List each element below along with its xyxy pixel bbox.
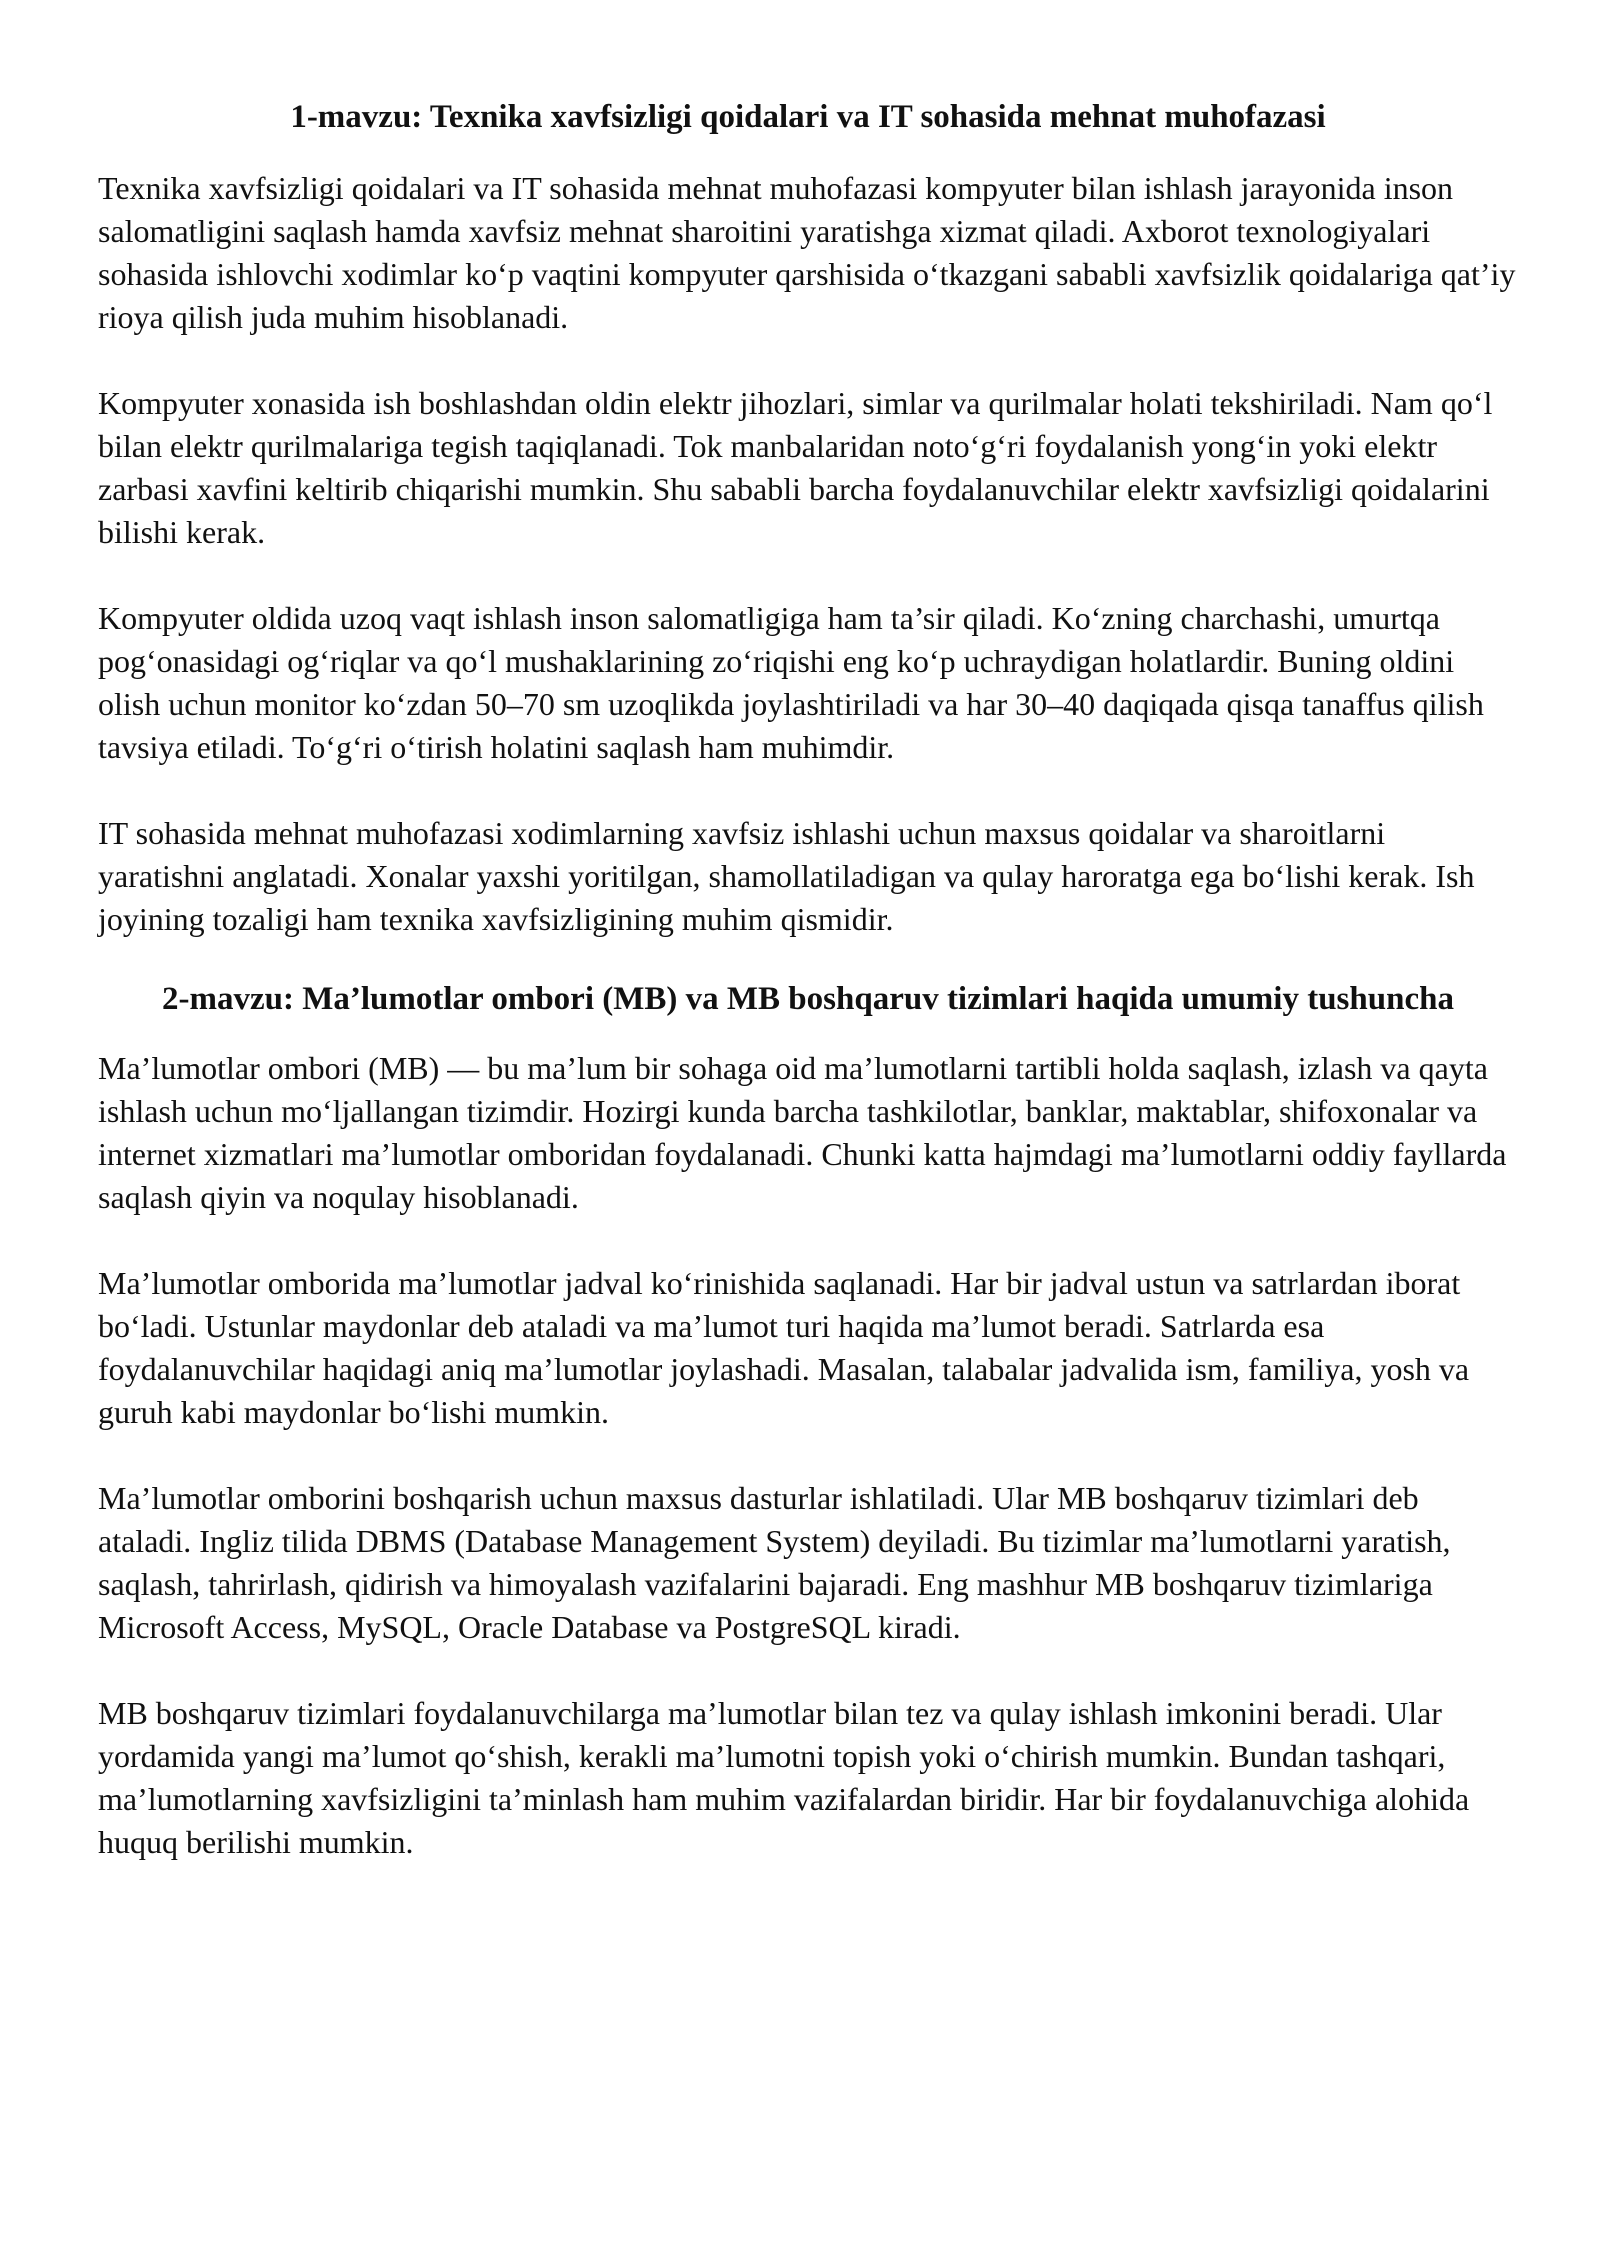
section-1-paragraph-2: Kompyuter xonasida ish boshlashdan oldin elektr jihozlari, simlar va qurilmalar holati tekshiriladi. Nam qo‘l bilan elektr qurilmalariga tegish taqiqlanadi. Tok manbalaridan noto‘g‘ri foydalanish yong‘in yoki elektr zarbasi xavfini keltirib chiqarishi mumkin. Shu sababli barcha foydalanuvchilar elektr xavfsizligi qoidalarini bilishi kerak. bbox=[98, 385, 1493, 550]
section-1-title: 1-mavzu: Texnika xavfsizligi qoidalari va IT sohasida mehnat muhofazasi bbox=[290, 99, 1326, 135]
section-2-paragraph-3: Ma’lumotlar omborini boshqarish uchun maxsus dasturlar ishlatiladi. Ular MB boshqaruv tizimlari deb ataladi. Ingliz tilida DBMS (Database Management System) deyiladi. Bu tizimlar ma’lumotlarni yaratish, saqlash, tahrirlash, qidirish va himoyalash vazifalarini bajaradi. Eng mashhur MB boshqaruv tizimlariga Microsoft Access, MySQL, Oracle Database va PostgreSQL kiradi. bbox=[98, 1480, 1451, 1645]
section-2-paragraph-1: Ma’lumotlar ombori (MB) — bu ma’lum bir sohaga oid ma’lumotlarni tartibli holda saqlash, izlash va qayta ishlash uchun mo‘ljallangan tizimdir. Hozirgi kunda barcha tashkilotlar, banklar, maktablar, shifoxonalar va internet xizmatlari ma’lumotlar omboridan foydalanadi. Chunki katta hajmdagi ma’lumotlarni oddiy fayllarda saqlash qiyin va noqulay hisoblanadi. bbox=[98, 1050, 1507, 1215]
section-1-paragraph-4: IT sohasida mehnat muhofazasi xodimlarning xavfsiz ishlashi uchun maxsus qoidalar va sharoitlarni yaratishni anglatadi. Xonalar yaxshi yoritilgan, shamollatiladigan va qulay haroratga ega bo‘lishi kerak. Ish joyining tozaligi ham texnika xavfsizligining muhim qismidir. bbox=[98, 815, 1475, 937]
section-1-paragraph-3: Kompyuter oldida uzoq vaqt ishlash inson salomatligiga ham ta’sir qiladi. Ko‘zning charchashi, umurtqa pog‘onasidagi og‘riqlar va qo‘l mushaklarining zo‘riqishi eng ko‘p uchraydigan holatlardir. Buning oldini olish uchun monitor ko‘zdan 50–70 sm uzoqlikda joylashtiriladi va har 30–40 daqiqada qisqa tanaffus qilish tavsiya etiladi. To‘g‘ri o‘tirish holatini saqlash ham muhimdir. bbox=[98, 600, 1484, 765]
document-page bbox=[98, 95, 1518, 1864]
section-1-paragraph-1: Texnika xavfsizligi qoidalari va IT sohasida mehnat muhofazasi kompyuter bilan ishlash jarayonida inson salomatligini saqlash hamda xavfsiz mehnat sharoitini yaratishga xizmat qiladi. Axborot texnologiyalari sohasida ishlovchi xodimlar ko‘p vaqtini kompyuter qarshisida o‘tkazgani sababli xavfsizlik qoidalariga qat’iy rioya qilish juda muhim hisoblanadi. bbox=[98, 170, 1516, 335]
section-2-paragraph-2: Ma’lumotlar omborida ma’lumotlar jadval ko‘rinishida saqlanadi. Har bir jadval ustun va satrlardan iborat bo‘ladi. Ustunlar maydonlar deb ataladi va ma’lumot turi haqida ma’lumot beradi. Satrlarda esa foydalanuvchilar haqidagi aniq ma’lumotlar joylashadi. Masalan, talabalar jadvalida ism, familiya, yosh va guruh kabi maydonlar bo‘lishi mumkin. bbox=[98, 1265, 1470, 1430]
section-2-paragraph-4: MB boshqaruv tizimlari foydalanuvchilarga ma’lumotlar bilan tez va qulay ishlash imkonini beradi. Ular yordamida yangi ma’lumot qo‘shish, kerakli ma’lumotni topish yoki o‘chirish mumkin. Bundan tashqari, ma’lumotlarning xavfsizligini ta’minlash ham muhim vazifalardan biridir. Har bir foydalanuvchiga alohida huquq berilishi mumkin. bbox=[98, 1695, 1470, 1860]
section-2-title: 2-mavzu: Ma’lumotlar ombori (MB) va MB boshqaruv tizimlari haqida umumiy tushuncha bbox=[162, 981, 1454, 1017]
